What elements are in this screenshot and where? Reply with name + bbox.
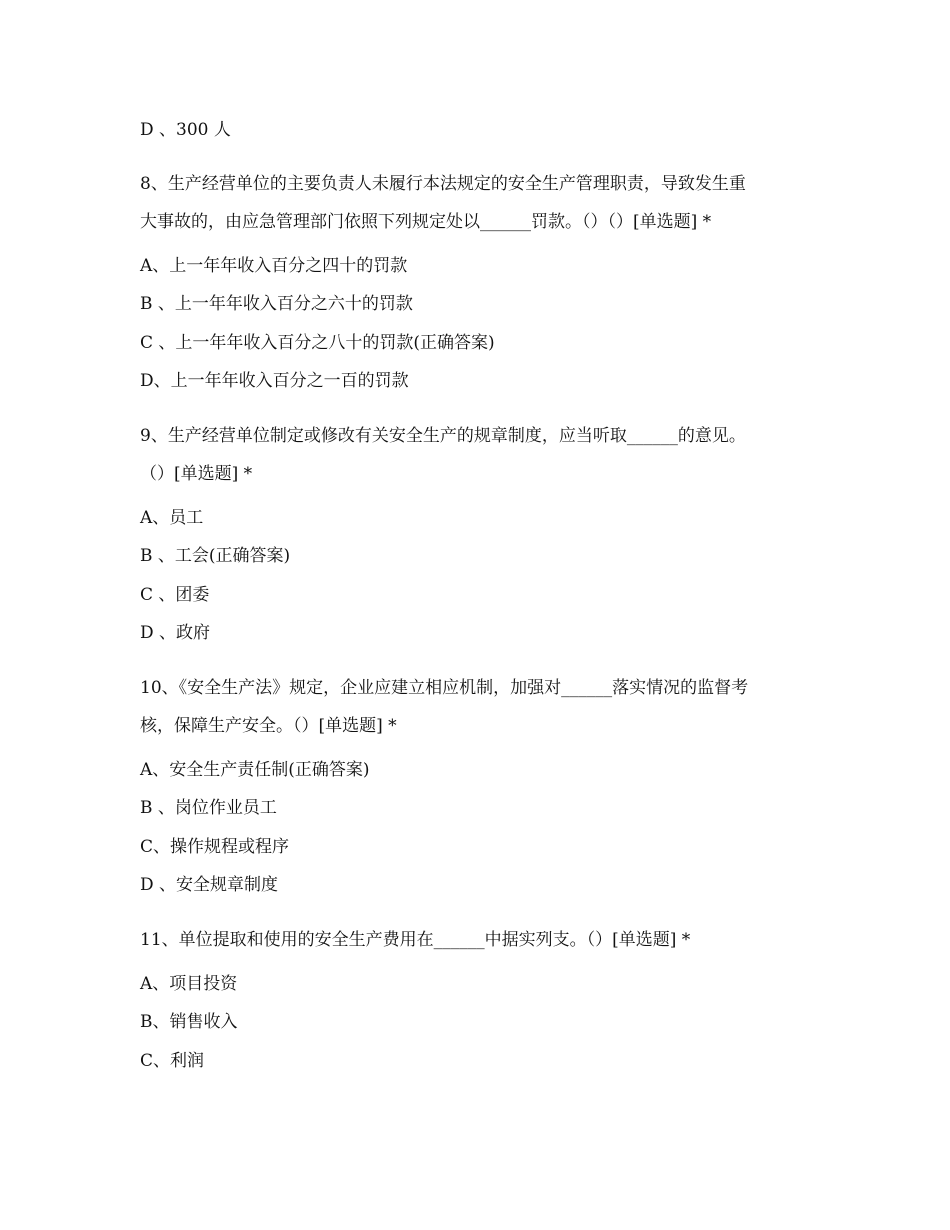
- question-11-option-b: B、销售收入: [140, 1012, 238, 1032]
- question-10-option-d: D 、安全规章制度: [140, 875, 279, 895]
- question-10-option-b: B 、岗位作业员工: [140, 798, 277, 818]
- question-8-text-line-2: 大事故的，由应急管理部门依照下列规定处以______罚款。（）（）[单选题] *: [140, 212, 712, 232]
- question-7-option-d: D 、300 人: [140, 120, 231, 140]
- question-9-option-b: B 、工会(正确答案): [140, 546, 291, 566]
- question-9-option-c: C 、团委: [140, 585, 210, 605]
- question-11-text-line-1: 11、单位提取和使用的安全生产费用在______中据实列支。（）[单选题] *: [140, 930, 691, 950]
- question-10-text-line-2: 核，保障生产安全。（）[单选题] *: [140, 716, 397, 736]
- question-8-option-a: A、上一年年收入百分之四十的罚款: [140, 256, 408, 276]
- question-11-option-c: C、利润: [140, 1051, 205, 1071]
- question-10-option-a: A、安全生产责任制(正确答案): [140, 760, 370, 780]
- question-10-text-line-1: 10、《安全生产法》规定，企业应建立相应机制，加强对______落实情况的监督考: [140, 678, 749, 698]
- question-8-text-line-1: 8、生产经营单位的主要负责人未履行本法规定的安全生产管理职责，导致发生重: [140, 174, 746, 194]
- question-8-option-b: B 、上一年年收入百分之六十的罚款: [140, 294, 413, 314]
- question-9-text-line-2: （）[单选题] *: [140, 464, 253, 484]
- question-9-text-line-1: 9、生产经营单位制定或修改有关安全生产的规章制度，应当听取______的意见。: [140, 426, 746, 446]
- question-9-option-a: A、员工: [140, 508, 204, 528]
- question-8-option-c: C 、上一年年收入百分之八十的罚款(正确答案): [140, 333, 495, 353]
- question-11-option-a: A、项目投资: [140, 974, 238, 994]
- question-8-option-d: D、上一年年收入百分之一百的罚款: [140, 371, 409, 391]
- question-9-option-d: D 、政府: [140, 623, 211, 643]
- question-10-option-c: C、操作规程或程序: [140, 837, 290, 857]
